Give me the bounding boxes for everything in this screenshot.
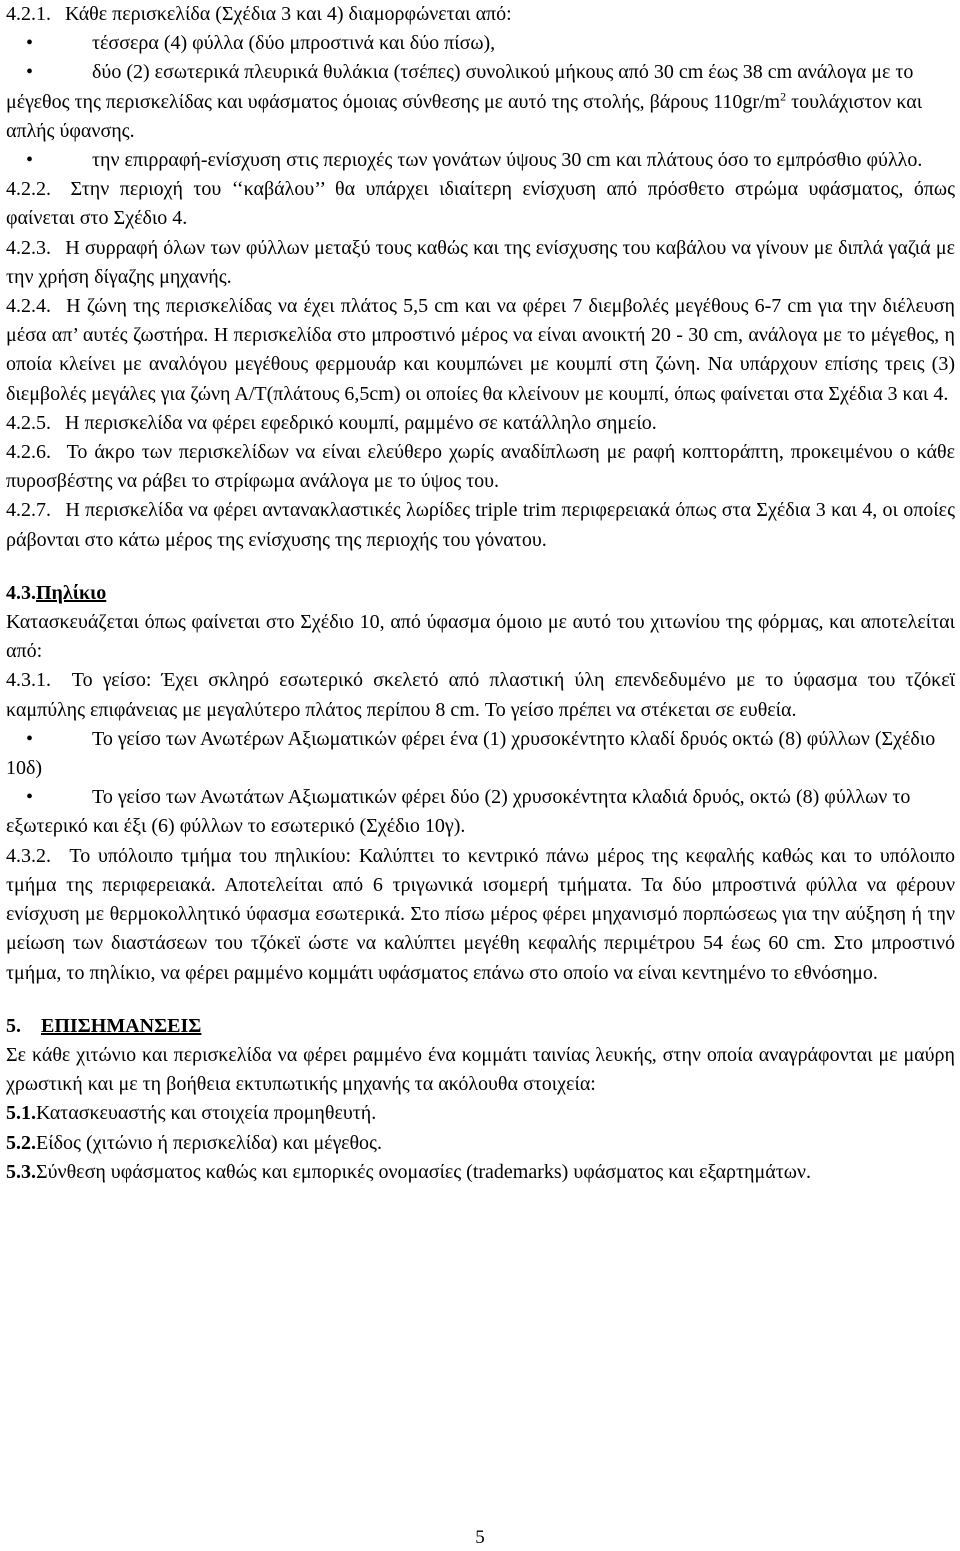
item-text: Είδος (χιτώνιο ή περισκελίδα) και μέγεθος. <box>36 1131 382 1154</box>
paragraph-4-2-5 <box>6 409 955 438</box>
bullet-icon: • <box>26 149 34 172</box>
paragraph-text: Στην περιοχή του ‘‘καβάλου’’ θα υπάρχει ιδιαίτερη ενίσχυση από πρόσθετο στρώμα υφάσματος, όπως φαίνεται στο Σχέδιο 4. <box>6 178 955 230</box>
paragraph-text: Το γείσο: Έχει σκληρό εσωτερικό σκελετό από πλαστική ύλη επενδεδυμένο με το ύφασμα του τζόκεϊ καμπύλης επιφάνειας με μεγαλύτερο πλάτος περίπου 8 cm. Το γείσο πρέπει να στέκεται σε ευθεία. <box>6 669 956 721</box>
paragraph-number: 4.2.1. <box>6 3 51 25</box>
paragraph-number: 4.2.6. <box>6 441 51 464</box>
section-heading-5 <box>6 1012 955 1041</box>
paragraph-text: Η ζώνη της περισκελίδας να έχει πλάτος 5,5 cm και να φέρει 7 διεμβολές μεγέθους 6-7 cm για την διέλευση μέσα απ’ αυτές ζωστήρα. Η περισκελίδα στο μπροστινό μέρος να είναι ανοικτή 20 - 30 cm, ανάλογα με το μέγεθος, η οποία κλείνει με αναλόγου μεγέθους φερμουάρ και κουμπώνει με κουμπί στη ζώνη. Να υπάρχουν επίσης τρεις (3) διεμβολές μεγάλες για ζώνη Α/Τ(πλάτους 6,5cm) οι οποίες θα κλείνουν με κουμπί, όπως φαίνεται στα Σχέδια 3 και 4. <box>6 295 955 405</box>
item-number: 5.3. <box>6 1160 36 1183</box>
bullet-item <box>6 29 955 58</box>
bullet-text: Το γείσο των Ανωτάτων Αξιωματικών φέρει δύο (2) χρυσοκέντητα κλαδιά δρυός, οκτώ (8) φύλλων το εξωτερικό και έξι (6) φύλλων το εσωτερικό (Σχέδιο 10γ). <box>6 786 911 838</box>
bullet-icon: • <box>26 727 34 750</box>
paragraph-text: Το υπόλοιπο τμήμα του πηλικίου: Καλύπτει το κεντρικό πάνω μέρος της κεφαλής καθώς και το υπόλοιπο τμήμα της περιφερειακά. Αποτελείται από 6 τριγωνικά ισομερή τμήματα. Τα δύο μπροστινά φύλλα να φέρουν ενίσχυση με θερμοκολλητικό ύφασμα εσωτερικά. Στο πίσω μέρος φέρει μηχανισμό πορπώσεως για την αύξηση ή την μείωση των διαστάσεων του τζόκεϊ ώστε να καλύπτει μεγέθη κεφαλής περιμέτρου 54 έως 60 cm. Στο μπροστινό τμήμα, το πηλίκιο, να φέρει ραμμένο κομμάτι υφάσματος επάνω στο οποίο να είναι κεντημένο το εθνόσημο. <box>6 844 956 984</box>
item-text: Σύνθεση υφάσματος καθώς και εμπορικές ονομασίες (trademarks) υφάσματος και εξαρτημάτων. <box>36 1160 811 1183</box>
paragraph-number: 4.3.2. <box>6 844 51 867</box>
bullet-item <box>6 725 955 783</box>
item-5-2 <box>6 1129 955 1158</box>
paragraph-4-2-2 <box>6 175 955 233</box>
section-title: Πηλίκιο <box>36 581 107 604</box>
paragraph-5-intro: Σε κάθε χιτώνιο και περισκελίδα να φέρει ραμμένο ένα κομμάτι ταινίας λευκής, στην οποία αναγράφονται με μαύρη χρωστική και με τη βοήθεια εκτυπωτικής μηχανής τα ακόλουθα στοιχεία: <box>6 1043 955 1096</box>
paragraph-number: 4.2.2. <box>6 178 51 201</box>
paragraph-number: 4.2.4. <box>6 295 51 318</box>
paragraph-4-3-1 <box>6 666 955 724</box>
bullet-icon: • <box>26 32 34 55</box>
spacer <box>6 988 955 1012</box>
paragraph-4-3-2 <box>6 842 955 988</box>
spacer <box>6 555 955 579</box>
bullet-icon: • <box>26 61 34 84</box>
paragraph-4-2-3 <box>6 234 955 292</box>
paragraph-number: 4.2.3. <box>6 236 51 259</box>
bullet-item <box>6 783 955 841</box>
paragraph-text: Η περισκελίδα να φέρει εφεδρικό κουμπί, ραμμένο σε κατάλληλο σημείο. <box>65 411 657 434</box>
item-5-1 <box>6 1099 955 1128</box>
page-number: 5 <box>475 1527 485 1548</box>
bullet-text: δύο (2) εσωτερικά πλευρικά θυλάκια (τσέπες) συνολικού μήκους από 30 cm έως 38 cm ανάλογα με το μέγεθος της περισκελίδας και υφάσματος όμοιας σύνθεσης με αυτό της στολής, βάρους 110gr/m <box>6 61 914 113</box>
bullet-item <box>6 58 955 146</box>
paragraph-text: Η συρραφή όλων των φύλλων μεταξύ τους καθώς και της ενίσχυσης του καβάλου να γίνουν με διπλά γαζιά με την χρήση δίγαζης μηχανής. <box>6 236 956 288</box>
bullet-icon: • <box>26 786 34 809</box>
bullet-text-tail: τουλάχιστον και απλής ύφανσης. <box>6 90 923 142</box>
paragraph-number: 4.2.5. <box>6 411 51 434</box>
bullet-text: την επιρραφή-ενίσχυση στις περιοχές των γονάτων ύψους 30 cm και πλάτους όσο το εμπρόσθιο φύλλο. <box>92 149 923 172</box>
paragraph-number: 4.3.1. <box>6 669 51 692</box>
paragraph-text: Το άκρο των περισκελίδων να είναι ελεύθερο χωρίς αναδίπλωση με ραφή κοπτοράπτη, προκειμένου ο κάθε πυροσβέστης να ράβει το στρίφωμα ανάλογα με το ύψος του. <box>6 441 955 493</box>
paragraph-4-2-1 <box>6 0 955 29</box>
item-number: 5.2. <box>6 1131 36 1154</box>
section-title: ΕΠΙΣΗΜΑΝΣΕΙΣ <box>41 1014 202 1037</box>
paragraph-4-2-7 <box>6 496 955 554</box>
paragraph-number: 4.2.7. <box>6 499 51 522</box>
superscript: 2 <box>780 88 787 103</box>
section-heading-4-3 <box>6 579 955 608</box>
item-text: Κατασκευαστής και στοιχεία προμηθευτή. <box>36 1102 377 1125</box>
bullet-text: Το γείσο των Ανωτέρων Αξιωματικών φέρει ένα (1) χρυσοκέντητο κλαδί δρυός οκτώ (8) φύλλων (Σχέδιο 10δ) <box>6 727 936 780</box>
section-number: 4.3. <box>6 581 36 604</box>
bullet-text: τέσσερα (4) φύλλα (δύο μπροστινά και δύο πίσω), <box>92 32 496 55</box>
section-number: 5. <box>6 1014 21 1037</box>
paragraph-4-3-intro: Κατασκευάζεται όπως φαίνεται στο Σχέδιο 10, από ύφασμα όμοιο με αυτό του χιτωνίου της φόρμας, και αποτελείται από: <box>6 611 955 663</box>
paragraph-text: Η περισκελίδα να φέρει αντανακλαστικές λωρίδες triple trim περιφερειακά όπως στα Σχέδια 3 και 4, οι οποίες ράβονται στο κάτω μέρος της ενίσχυσης της περιοχής του γόνατου. <box>6 499 955 551</box>
item-5-3 <box>6 1158 955 1187</box>
paragraph-4-2-4 <box>6 292 955 409</box>
item-number: 5.1. <box>6 1102 36 1125</box>
paragraph-text: Κάθε περισκελίδα (Σχέδια 3 και 4) διαμορφώνεται από: <box>65 3 512 25</box>
paragraph-4-2-6 <box>6 438 955 496</box>
bullet-item <box>6 146 955 175</box>
